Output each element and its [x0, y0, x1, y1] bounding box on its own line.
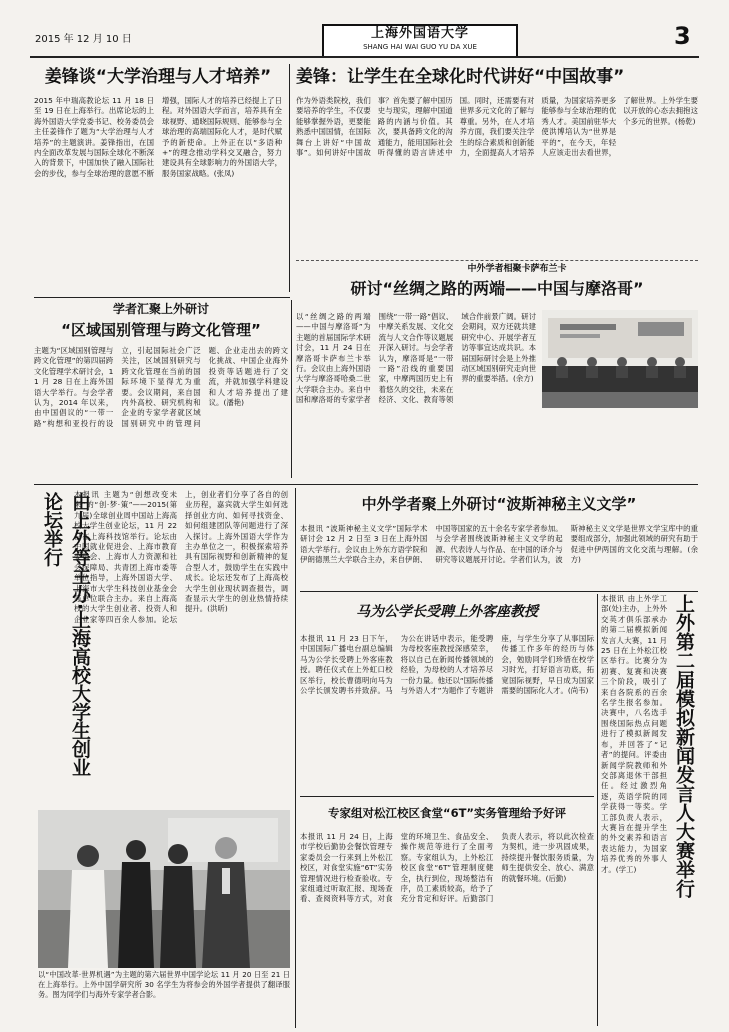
- article-body: 2015 年中瑞高教论坛 11 月 18 日至 19 日在上海举行。出席论坛的上海外国语大学党委书记、校务委员会主任姜锋作了题为“大学治理与人才培养”的主题演讲。姜锋指出，在国内全面改革发展与国际全球化不断深入的背景下，中国加快了融入国际社会的步伐，参与全球治理的意愿不断增强，国际人才的培养已经提上了日程。对外国语大学而言，培养具有全球视野、通晓国际规则、能够参与全球治理的高端国际化人才，是时代赋予的新使命。上外正在以“多语种+”的理念推动学科交叉融合，努力建设具有全球影响力的外国语大学，服务国家战略。(张凤): [34, 96, 282, 178]
- article-jiang-governance: [34, 62, 282, 294]
- forum-photo: [38, 810, 290, 968]
- paper-pinyin: SHANG HAI WAI GUO YU DA XUE: [363, 43, 477, 51]
- vertical-divider: [291, 300, 292, 478]
- headline: 专家组对松江校区食堂“6T”实务管理给予好评: [328, 806, 566, 820]
- article-silk-road: [296, 262, 698, 476]
- article-body: 本报讯 主题为“创想改变未来”的“创·梦·策”——2015(第九届)全球创业周中国站上海高校大学生创业论坛，11 月 22 日在上海科技馆举行。论坛由中国就业促进会、上海市教育委员会、上海市人力资源和社会保障局、共青团上海市委等单位指导，上海外国语大学、上海市大学生科技创业基金会等单位联合主办。来自上海高校的大学生创业者、投资人和企业家等四百余人参加。论坛上，创业者们分享了各自的创业历程，嘉宾就大学生如何选择创业方向、如何寻找资金、如何组建团队等问题进行了深入探讨。上海外国语大学作为主办单位之一，积极探索培养具有国际视野和创新精神的复合型人才，鼓励学生在实践中成长。论坛还发布了上海高校大学生创业现状调查报告，调查显示大学生的创业热情持续提升。(洪昕): [74, 490, 288, 624]
- vertical-divider: [597, 594, 598, 1026]
- caption-text: 以“中国改革·世界机遇”为主题的第六届世界中国学论坛 11 月 20 日至 21 日在上海举行。上外中国学研究所 30 名学生为将参会的外国学者提供了翻译服务。图为同学们与海外专家学者合影。: [38, 970, 290, 999]
- conference-photo-art: [542, 310, 698, 408]
- vertical-headline-block: [38, 492, 91, 782]
- issue-date: 2015 年 12 月 10 日: [35, 34, 132, 45]
- section-rule: [300, 796, 594, 797]
- article-persian-literature: [300, 488, 698, 588]
- article-press-spokesperson: [601, 594, 667, 1028]
- headline: 上外第二届模拟新闻发言人大赛举行: [673, 594, 695, 898]
- page-number: 3: [674, 22, 691, 50]
- headline: 由上外等主办·上海高校大学生创业论坛举行: [41, 492, 91, 777]
- kicker: 中外学者相聚卡萨布兰卡: [467, 264, 567, 274]
- article-body: 本报讯 11 月 24 日，上海市学校后勤协会餐饮管理专家委员会一行来到上外松江校区，对食堂实施“6T”实务管理情况进行检查验收。专家组通过听取汇报、现场查看、查阅资料等方式，对食堂的环境卫生、食品安全、操作规范等进行了全面考察。专家组认为，上外松江校区食堂“6T”管理制度健全，执行到位，现场整洁有序，员工素质较高，给予了充分肯定和好评。后勤部门负责人表示，将以此次检查为契机，进一步巩固成果，持续提升餐饮服务质量，为师生提供安全、放心、满意的就餐环境。(后勤): [300, 832, 594, 904]
- article-startup-forum: [74, 490, 288, 808]
- section-rule: [34, 297, 290, 298]
- article-body: 作为外语类院校，我们要培养的学生，不仅要能够掌握外语，更要能熟悉中国国情，在国际舞台上讲好“中国故事”。如何讲好中国故事？首先要了解中国历史与现实，理解中国道路的内涵与价值。其次，要具备跨文化的沟通能力，能用国际社会听得懂的语言讲述中国。同时，还需要有对世界多元文化的了解与尊重。另外，在人才培养方面，我们要关注学生的综合素质和创新能力，全面提高人才培养质量，为国家培养更多能够参与全球治理的优秀人才。美国前驻华大使洪博培认为“世界是平的”，在今天，年轻人应该走出去看世界，了解世界。上外学生要以开放的心态去拥抱这个多元的世界。(杨乾): [296, 96, 698, 158]
- vertical-divider: [295, 488, 296, 1028]
- vertical-headline-block: [670, 594, 700, 1024]
- masthead: [0, 0, 729, 60]
- headline: 马为公学长受聘上外客座教授: [356, 604, 538, 620]
- vertical-divider: [289, 64, 290, 292]
- section-rule: [300, 591, 698, 592]
- headline: 中外学者聚上外研讨“波斯神秘主义文学”: [361, 495, 637, 513]
- article-body: 本报讯 11 月 23 日下午，中国国际广播电台副总编辑马为公学长受聘上外客座教授。聘任仪式在上外虹口校区举行，校长曹德明向马为公学长颁发聘书并致辞。马为公在讲话中表示，能受聘为母校客座教授深感荣幸，将以自己在新闻传播领域的经验，为母校的人才培养尽一份力量。他还以“国际传播与外语人才”为题作了专题讲座，与学生分享了从事国际传播工作多年的经历与体会，勉励同学们珍惜在校学习时光，打好语言功底，拓宽国际视野，早日成为国家需要的国际化人才。(尚韦): [300, 634, 594, 696]
- article-ma-weigong: [300, 594, 594, 794]
- headline: 姜锋：让学生在全球化时代讲好“中国故事”: [296, 67, 625, 87]
- headline: 姜锋谈“大学治理与人才培养”: [44, 67, 272, 87]
- section-divider: [296, 260, 698, 261]
- kicker: 学者汇聚上外研讨: [112, 302, 209, 316]
- paper-nameplate: [322, 24, 518, 58]
- paper-title: 上海外国语大学: [370, 26, 469, 41]
- article-body: 以“丝绸之路的两端——中国与摩洛哥”为主题的首届国际学术研讨会，11 月 24 日在摩洛哥卡萨布兰卡举行。会议由上海外国语大学与摩洛哥哈桑二世大学联合主办。来自中国和摩洛哥的专家学者围绕“一带一路”倡议、中摩关系发展、文化交流与人文合作等议题展开深入研讨。与会学者认为，摩洛哥是“一带一路”沿线的重要国家，中摩两国历史上有着悠久的交往，未来在经济、文化、教育等领域合作前景广阔。研讨会期间，双方还就共建研究中心、开展学者互访等事宜达成共识。本届国际研讨会是上外推动区域国别研究走向世界的重要举措。(余方): [296, 312, 536, 405]
- article-body: 主题为“区域国别管理与跨文化管理”的第四届跨文化管理学术研讨会，11 月 28 日在上海外国语大学举行。与会学者认为，2014 年以来，由中国倡议的“一带一路”构想和亚投行的设立，引起国际社会广泛关注，区域国别研究与跨文化管理在当前的国际环境下显得尤为重要。会议期间，来自国内外高校、研究机构和企业的专家学者就区域国别研究中的管理问题、企业走出去的跨文化挑战、中国企业海外投资等话题进行了交流，并就加强学科建设和人才培养提出了建议。(潘艳): [34, 346, 288, 428]
- article-china-story: [296, 62, 698, 260]
- headline: 研讨“丝绸之路的两端——中国与摩洛哥”: [350, 279, 644, 298]
- section-rule: [34, 484, 698, 485]
- forum-photo-art: [38, 810, 290, 968]
- masthead-rule: [30, 56, 699, 58]
- conference-photo: [542, 310, 698, 408]
- photo-caption: [38, 970, 290, 1028]
- article-body: 本报讯 “波斯神秘主义文学”国际学术研讨会 12 月 2 日至 3 日在上海外国语大学举行。会议由上外东方语学院和伊朗德黑兰大学联合主办，来自伊朗、中国等国家的五十余名专家学者参加。与会学者围绕波斯神秘主义文学的起源、代表诗人与作品、在中国的译介与研究等议题展开讨论。学者们认为，波斯神秘主义文学是世界文学宝库中的重要组成部分，加强此领域的研究有助于促进中伊两国的文化交流与理解。(余方): [300, 524, 698, 565]
- article-canteen-6t: [300, 798, 594, 1028]
- article-regional-management: [34, 300, 288, 482]
- headline: “区域国别管理与跨文化管理”: [61, 321, 261, 339]
- article-body: 本报讯 由上外学工部(处)主办，上外外交英才俱乐部承办的第二届模拟新闻发言人大赛，11 月 25 日在上外松江校区举行。比赛分为初赛、复赛和决赛三个阶段，吸引了来自各院系的百余名学生报名参加。决赛中，八名选手围绕国际热点问题进行了模拟新闻发布，并回答了“记者”的提问。评委由新闻学院教师和外交部离退休干部担任。经过激烈角逐，英语学院的同学获得一等奖。学工部负责人表示，大赛旨在提升学生的外交素养和语言表达能力，为国家培养优秀的外事人才。(学工): [601, 594, 667, 874]
